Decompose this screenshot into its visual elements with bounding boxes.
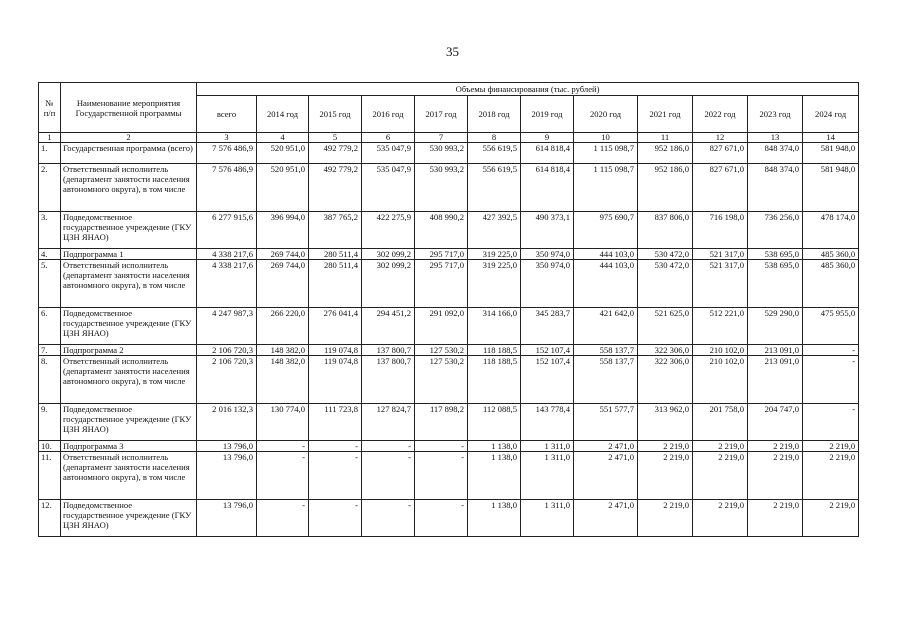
row-value: 520 951,0 [257, 143, 309, 164]
row-value: 294 451,2 [362, 308, 415, 345]
row-value: - [415, 441, 468, 452]
row-value: 422 275,9 [362, 212, 415, 249]
table-row [39, 164, 859, 212]
row-value: 1 311,0 [521, 500, 574, 537]
row-number: 4. [39, 249, 61, 260]
row-value: 2 219,0 [638, 441, 693, 452]
row-value: 2 106 720,3 [197, 356, 257, 404]
table-row [39, 212, 859, 249]
row-value: 130 774,0 [257, 404, 309, 441]
row-value: 2 106 720,3 [197, 345, 257, 356]
row-value: 204 747,0 [748, 404, 803, 441]
row-value: 213 091,0 [748, 345, 803, 356]
row-number: 6. [39, 308, 61, 345]
row-value: 490 373,1 [521, 212, 574, 249]
row-value: 551 577,7 [574, 404, 638, 441]
row-value: 538 695,0 [748, 260, 803, 308]
row-value: 492 779,2 [309, 164, 362, 212]
row-value: 2 219,0 [803, 452, 859, 500]
row-value: 408 990,2 [415, 212, 468, 249]
row-number: 12. [39, 500, 61, 537]
row-value: 581 948,0 [803, 164, 859, 212]
row-value: - [803, 345, 859, 356]
row-value: 2 471,0 [574, 452, 638, 500]
row-value: 827 671,0 [693, 164, 748, 212]
row-value: 13 796,0 [197, 441, 257, 452]
row-value: 538 695,0 [748, 249, 803, 260]
row-value: 295 717,0 [415, 260, 468, 308]
column-number: 4 [257, 133, 309, 143]
row-value: 736 256,0 [748, 212, 803, 249]
row-value: 558 137,7 [574, 345, 638, 356]
row-value: 837 806,0 [638, 212, 693, 249]
row-value: 4 338 217,6 [197, 249, 257, 260]
row-value: - [309, 452, 362, 500]
row-value: 2 219,0 [748, 441, 803, 452]
row-value: 213 091,0 [748, 356, 803, 404]
row-value: 148 382,0 [257, 345, 309, 356]
header-year: 2016 год [362, 96, 415, 133]
row-value: 1 138,0 [468, 500, 521, 537]
row-value: 1 311,0 [521, 452, 574, 500]
header-col-no: № п/п [39, 83, 61, 133]
row-value: 2 219,0 [693, 441, 748, 452]
header-year: 2019 год [521, 96, 574, 133]
column-number: 12 [693, 133, 748, 143]
row-value: 581 948,0 [803, 143, 859, 164]
row-value: 13 796,0 [197, 452, 257, 500]
row-value: 614 818,4 [521, 143, 574, 164]
row-value: 2 219,0 [748, 500, 803, 537]
row-value: - [803, 404, 859, 441]
table-row [39, 404, 859, 441]
row-name: Подпрограмма 3 [61, 441, 197, 452]
row-value: 127 530,2 [415, 345, 468, 356]
column-number: 7 [415, 133, 468, 143]
table-row [39, 452, 859, 500]
page-number: 35 [446, 44, 459, 59]
row-value: 13 796,0 [197, 500, 257, 537]
row-value: 2 471,0 [574, 500, 638, 537]
row-value: 1 115 098,7 [574, 164, 638, 212]
row-value: 313 962,0 [638, 404, 693, 441]
header-year: 2023 год [748, 96, 803, 133]
row-value: - [415, 452, 468, 500]
row-value: 535 047,9 [362, 164, 415, 212]
row-value: 152 107,4 [521, 356, 574, 404]
row-value: 1 138,0 [468, 441, 521, 452]
row-value: - [415, 500, 468, 537]
row-value: - [362, 452, 415, 500]
header-year: всего [197, 96, 257, 133]
row-number: 8. [39, 356, 61, 404]
row-number: 9. [39, 404, 61, 441]
column-number: 9 [521, 133, 574, 143]
header-year: 2020 год [574, 96, 638, 133]
header-year: 2015 год [309, 96, 362, 133]
table-row [39, 308, 859, 345]
row-name: Подпрограмма 1 [61, 249, 197, 260]
row-value: - [257, 452, 309, 500]
row-value: 614 818,4 [521, 164, 574, 212]
row-number: 7. [39, 345, 61, 356]
row-value: 127 530,2 [415, 356, 468, 404]
header-year: 2018 год [468, 96, 521, 133]
row-value: 2 219,0 [803, 441, 859, 452]
header-year: 2014 год [257, 96, 309, 133]
table-row [39, 345, 859, 356]
header-year: 2017 год [415, 96, 468, 133]
row-value: 137 800,7 [362, 356, 415, 404]
row-value: 535 047,9 [362, 143, 415, 164]
row-value: - [309, 441, 362, 452]
row-value: 530 993,2 [415, 143, 468, 164]
row-value: 556 619,5 [468, 143, 521, 164]
row-value: 322 306,0 [638, 345, 693, 356]
header-col-name: Наименование мероприятия Государственной программы [61, 83, 197, 133]
row-name: Подведомственное государственное учреждение (ГКУ ЦЗН ЯНАО) [61, 404, 197, 441]
row-name: Подпрограмма 2 [61, 345, 197, 356]
header-year: 2024 год [803, 96, 859, 133]
column-number: 8 [468, 133, 521, 143]
row-value: 319 225,0 [468, 260, 521, 308]
row-value: 444 103,0 [574, 260, 638, 308]
row-value: 530 472,0 [638, 260, 693, 308]
row-value: 492 779,2 [309, 143, 362, 164]
row-value: 427 392,5 [468, 212, 521, 249]
row-value: 322 306,0 [638, 356, 693, 404]
row-value: 2 219,0 [803, 500, 859, 537]
row-value: 345 283,7 [521, 308, 574, 345]
row-value: 485 360,0 [803, 249, 859, 260]
row-name: Подведомственное государственное учреждение (ГКУ ЦЗН ЯНАО) [61, 308, 197, 345]
row-value: 387 765,2 [309, 212, 362, 249]
row-value: 280 511,4 [309, 260, 362, 308]
row-value: 520 951,0 [257, 164, 309, 212]
row-value: 6 277 915,6 [197, 212, 257, 249]
row-number: 5. [39, 260, 61, 308]
row-value: 201 758,0 [693, 404, 748, 441]
row-value: 127 824,7 [362, 404, 415, 441]
row-value: 848 374,0 [748, 143, 803, 164]
row-value: 2 016 132,3 [197, 404, 257, 441]
table-row [39, 249, 859, 260]
row-value: - [362, 441, 415, 452]
column-number: 2 [61, 133, 197, 143]
row-value: 716 198,0 [693, 212, 748, 249]
column-number: 11 [638, 133, 693, 143]
row-number: 1. [39, 143, 61, 164]
row-value: 556 619,5 [468, 164, 521, 212]
row-value: 529 290,0 [748, 308, 803, 345]
row-name: Ответственный исполнитель (департамент занятости населения автономного округа), в том числе [61, 452, 197, 500]
row-name: Ответственный исполнитель (департамент занятости населения автономного округа), в том числе [61, 164, 197, 212]
row-value: - [362, 500, 415, 537]
row-value: 1 138,0 [468, 452, 521, 500]
column-number: 5 [309, 133, 362, 143]
row-number: 10. [39, 441, 61, 452]
row-value: 2 471,0 [574, 441, 638, 452]
row-value: 7 576 486,9 [197, 143, 257, 164]
row-name: Подведомственное государственное учреждение (ГКУ ЦЗН ЯНАО) [61, 500, 197, 537]
header-year: 2021 год [638, 96, 693, 133]
column-number: 6 [362, 133, 415, 143]
row-value: 558 137,7 [574, 356, 638, 404]
row-value: 112 088,5 [468, 404, 521, 441]
row-value: 143 778,4 [521, 404, 574, 441]
row-value: 269 744,0 [257, 260, 309, 308]
row-value: 1 115 098,7 [574, 143, 638, 164]
column-number: 1 [39, 133, 61, 143]
row-value: 119 074,8 [309, 345, 362, 356]
column-number: 13 [748, 133, 803, 143]
row-value: 266 220,0 [257, 308, 309, 345]
row-value: 319 225,0 [468, 249, 521, 260]
row-value: 2 219,0 [638, 500, 693, 537]
row-value: 350 974,0 [521, 260, 574, 308]
table-row [39, 441, 859, 452]
row-value: 280 511,4 [309, 249, 362, 260]
row-value: 2 219,0 [638, 452, 693, 500]
row-value: 117 898,2 [415, 404, 468, 441]
row-value: 396 994,0 [257, 212, 309, 249]
row-value: 118 188,5 [468, 356, 521, 404]
row-value: 485 360,0 [803, 260, 859, 308]
header-group-title: Объемы финансирования (тыс. рублей) [197, 83, 859, 96]
row-value: 152 107,4 [521, 345, 574, 356]
row-value: 350 974,0 [521, 249, 574, 260]
column-number: 10 [574, 133, 638, 143]
table-row [39, 356, 859, 404]
row-number: 11. [39, 452, 61, 500]
financing-table [38, 82, 859, 537]
row-value: 269 744,0 [257, 249, 309, 260]
row-value: 2 219,0 [693, 452, 748, 500]
row-value: 2 219,0 [693, 500, 748, 537]
row-value: 302 099,2 [362, 249, 415, 260]
header-year: 2022 год [693, 96, 748, 133]
row-value: 444 103,0 [574, 249, 638, 260]
row-value: 530 993,2 [415, 164, 468, 212]
row-value: 521 625,0 [638, 308, 693, 345]
row-value: 512 221,0 [693, 308, 748, 345]
row-value: 530 472,0 [638, 249, 693, 260]
table-row [39, 500, 859, 537]
row-value: 975 690,7 [574, 212, 638, 249]
row-value: 295 717,0 [415, 249, 468, 260]
row-value: 137 800,7 [362, 345, 415, 356]
row-value: 118 188,5 [468, 345, 521, 356]
row-value: 302 099,2 [362, 260, 415, 308]
row-value: 210 102,0 [693, 345, 748, 356]
row-name: Ответственный исполнитель (департамент занятости населения автономного округа), в том числе [61, 356, 197, 404]
row-name: Подведомственное государственное учреждение (ГКУ ЦЗН ЯНАО) [61, 212, 197, 249]
row-value: 952 186,0 [638, 164, 693, 212]
row-value: 2 219,0 [748, 452, 803, 500]
row-value: 478 174,0 [803, 212, 859, 249]
row-value: 952 186,0 [638, 143, 693, 164]
table-row [39, 143, 859, 164]
row-value: 475 955,0 [803, 308, 859, 345]
row-value: 291 092,0 [415, 308, 468, 345]
column-number: 14 [803, 133, 859, 143]
row-value: 827 671,0 [693, 143, 748, 164]
row-value: 521 317,0 [693, 249, 748, 260]
row-number: 2. [39, 164, 61, 212]
column-number: 3 [197, 133, 257, 143]
row-value: 4 247 987,3 [197, 308, 257, 345]
row-value: 148 382,0 [257, 356, 309, 404]
row-value: 421 642,0 [574, 308, 638, 345]
table-row [39, 260, 859, 308]
row-value: 119 074,8 [309, 356, 362, 404]
row-value: - [257, 441, 309, 452]
row-number: 3. [39, 212, 61, 249]
row-value: 848 374,0 [748, 164, 803, 212]
row-name: Ответственный исполнитель (департамент занятости населения автономного округа), в том числе [61, 260, 197, 308]
row-value: 314 166,0 [468, 308, 521, 345]
row-value: 210 102,0 [693, 356, 748, 404]
row-value: 276 041,4 [309, 308, 362, 345]
row-value: 1 311,0 [521, 441, 574, 452]
row-value: 111 723,8 [309, 404, 362, 441]
row-value: - [803, 356, 859, 404]
row-name: Государственная программа (всего) [61, 143, 197, 164]
row-value: - [309, 500, 362, 537]
row-value: 521 317,0 [693, 260, 748, 308]
row-value: 4 338 217,6 [197, 260, 257, 308]
row-value: 7 576 486,9 [197, 164, 257, 212]
column-numbers-row [39, 133, 859, 143]
row-value: - [257, 500, 309, 537]
